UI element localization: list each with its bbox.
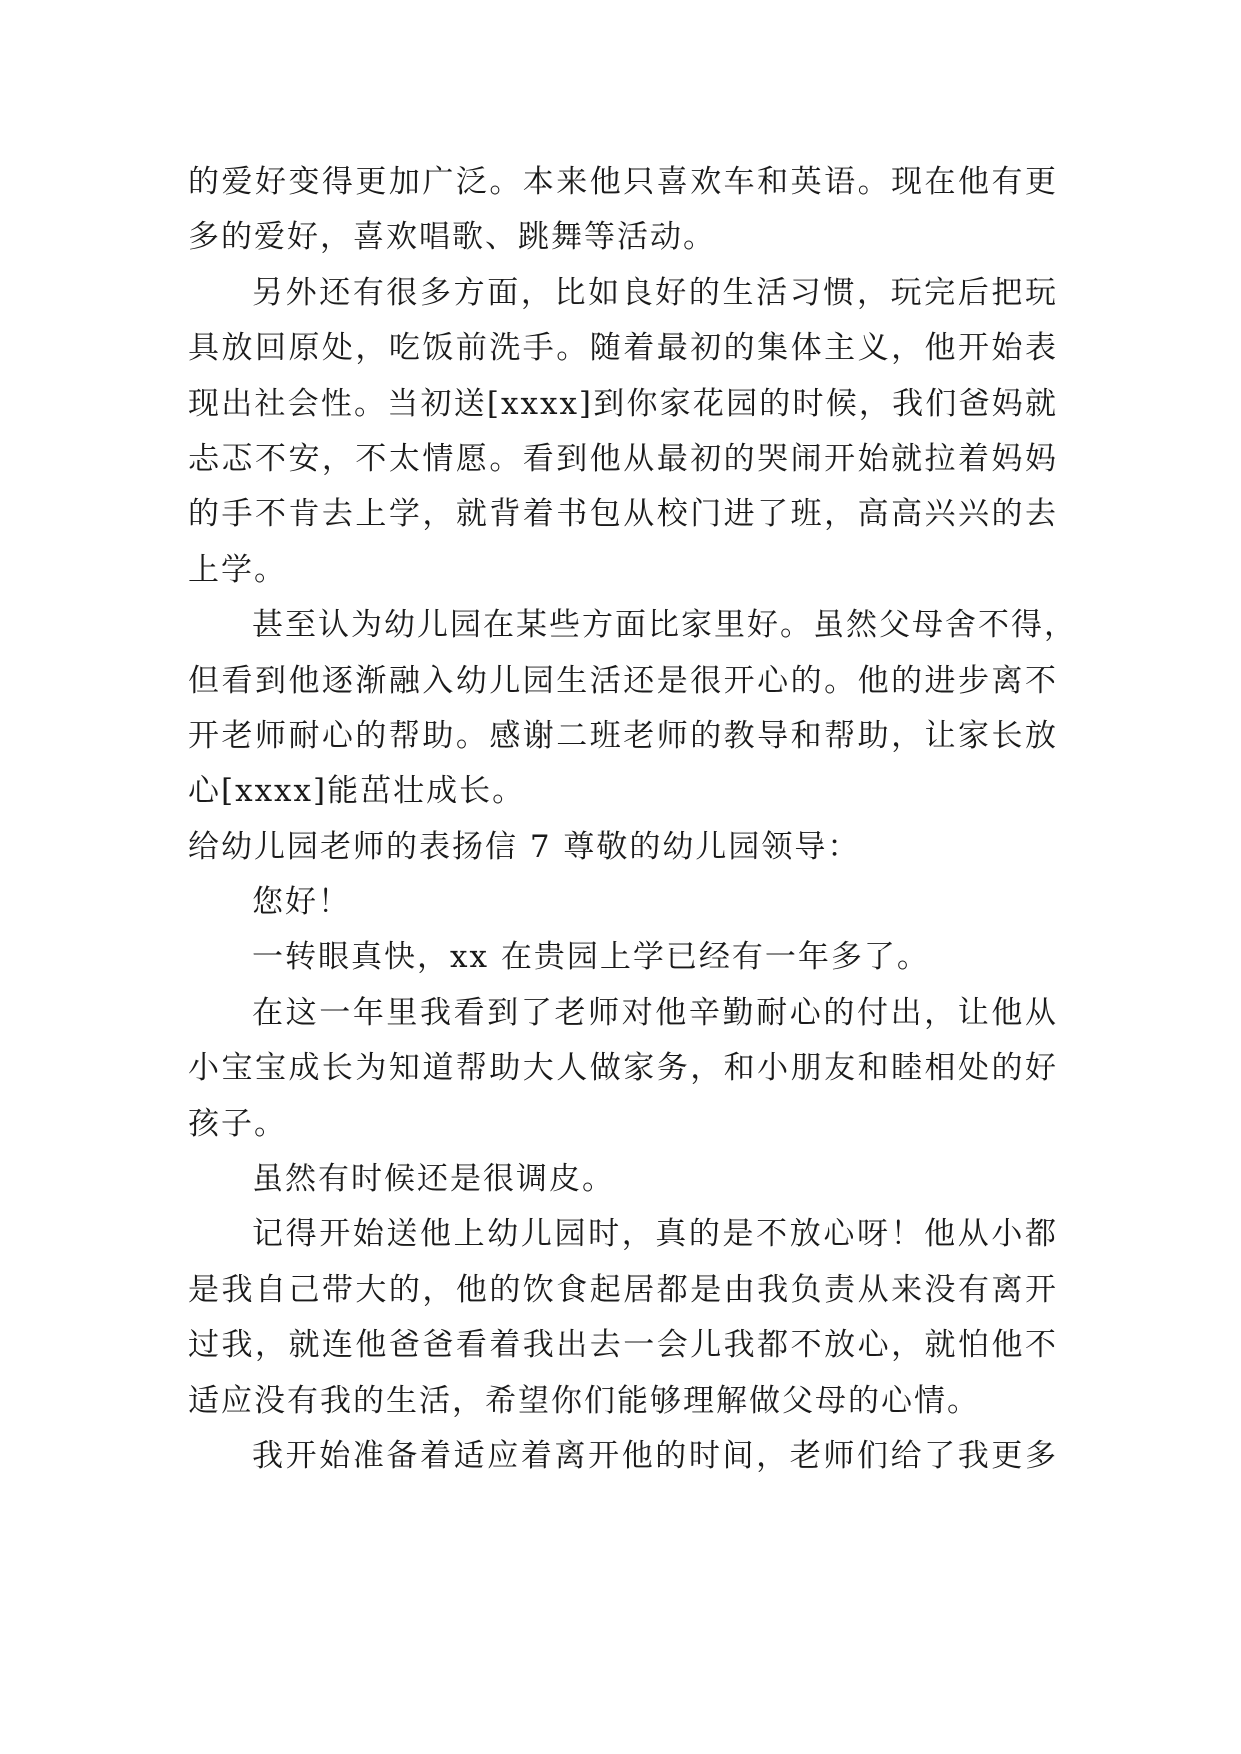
- text-line: 小宝宝成长为知道帮助大人做家务，和小朋友和睦相处的好: [188, 1050, 1058, 1087]
- text-line: 现出社会性。当初送[xxxx]到你家花园的时候，我们爸妈就: [188, 385, 1058, 422]
- paragraph-first-line: 我开始准备着适应着离开他的时间，老师们给了我更多: [252, 1437, 1058, 1474]
- text-line: 具放回原处，吃饭前洗手。随着最初的集体主义，他开始表: [188, 330, 1058, 367]
- paragraph-first-line: 在这一年里我看到了老师对他辛勤耐心的付出，让他从: [252, 994, 1058, 1031]
- text-line: 开老师耐心的帮助。感谢二班老师的教导和帮助，让家长放: [188, 717, 1058, 754]
- text-line: 的手不肯去上学，就背着书包从校门进了班，高高兴兴的去: [188, 496, 1058, 533]
- text-line: 适应没有我的生活，希望你们能够理解做父母的心情。: [188, 1382, 980, 1419]
- text-line: 但看到他逐渐融入幼儿园生活还是很开心的。他的进步离不: [188, 662, 1058, 699]
- text-line: 是我自己带大的，他的饮食起居都是由我负责从来没有离开: [188, 1271, 1058, 1308]
- paragraph-first-line: 一转眼真快，xx 在贵园上学已经有一年多了。: [252, 939, 930, 976]
- text-line: 忐忑不安，不太情愿。看到他从最初的哭闹开始就拉着妈妈: [188, 440, 1058, 477]
- paragraph-first-line: 另外还有很多方面，比如良好的生活习惯，玩完后把玩: [252, 274, 1058, 311]
- paragraph-first-line: 记得开始送他上幼儿园时，真的是不放心呀！他从小都: [252, 1216, 1058, 1253]
- letter-heading: 给幼儿园老师的表扬信 7 尊敬的幼儿园领导：: [188, 828, 861, 865]
- text-line: 多的爱好，喜欢唱歌、跳舞等活动。: [188, 219, 716, 256]
- text-line: 心[xxxx]能茁壮成长。: [188, 773, 526, 810]
- text-line: 的爱好变得更加广泛。本来他只喜欢车和英语。现在他有更: [188, 164, 1058, 200]
- text-line: 上学。: [188, 551, 287, 588]
- text-line: 过我，就连他爸爸看着我出去一会儿我都不放心，就怕他不: [188, 1327, 1058, 1364]
- text-line: 孩子。: [188, 1105, 287, 1142]
- paragraph-first-line: 甚至认为幼儿园在某些方面比家里好。虽然父母舍不得，: [252, 607, 1077, 644]
- paragraph-first-line: 虽然有时候还是很调皮。: [252, 1161, 615, 1198]
- letter-body: [188, 155, 1077, 1484]
- salutation: 您好！: [252, 884, 351, 921]
